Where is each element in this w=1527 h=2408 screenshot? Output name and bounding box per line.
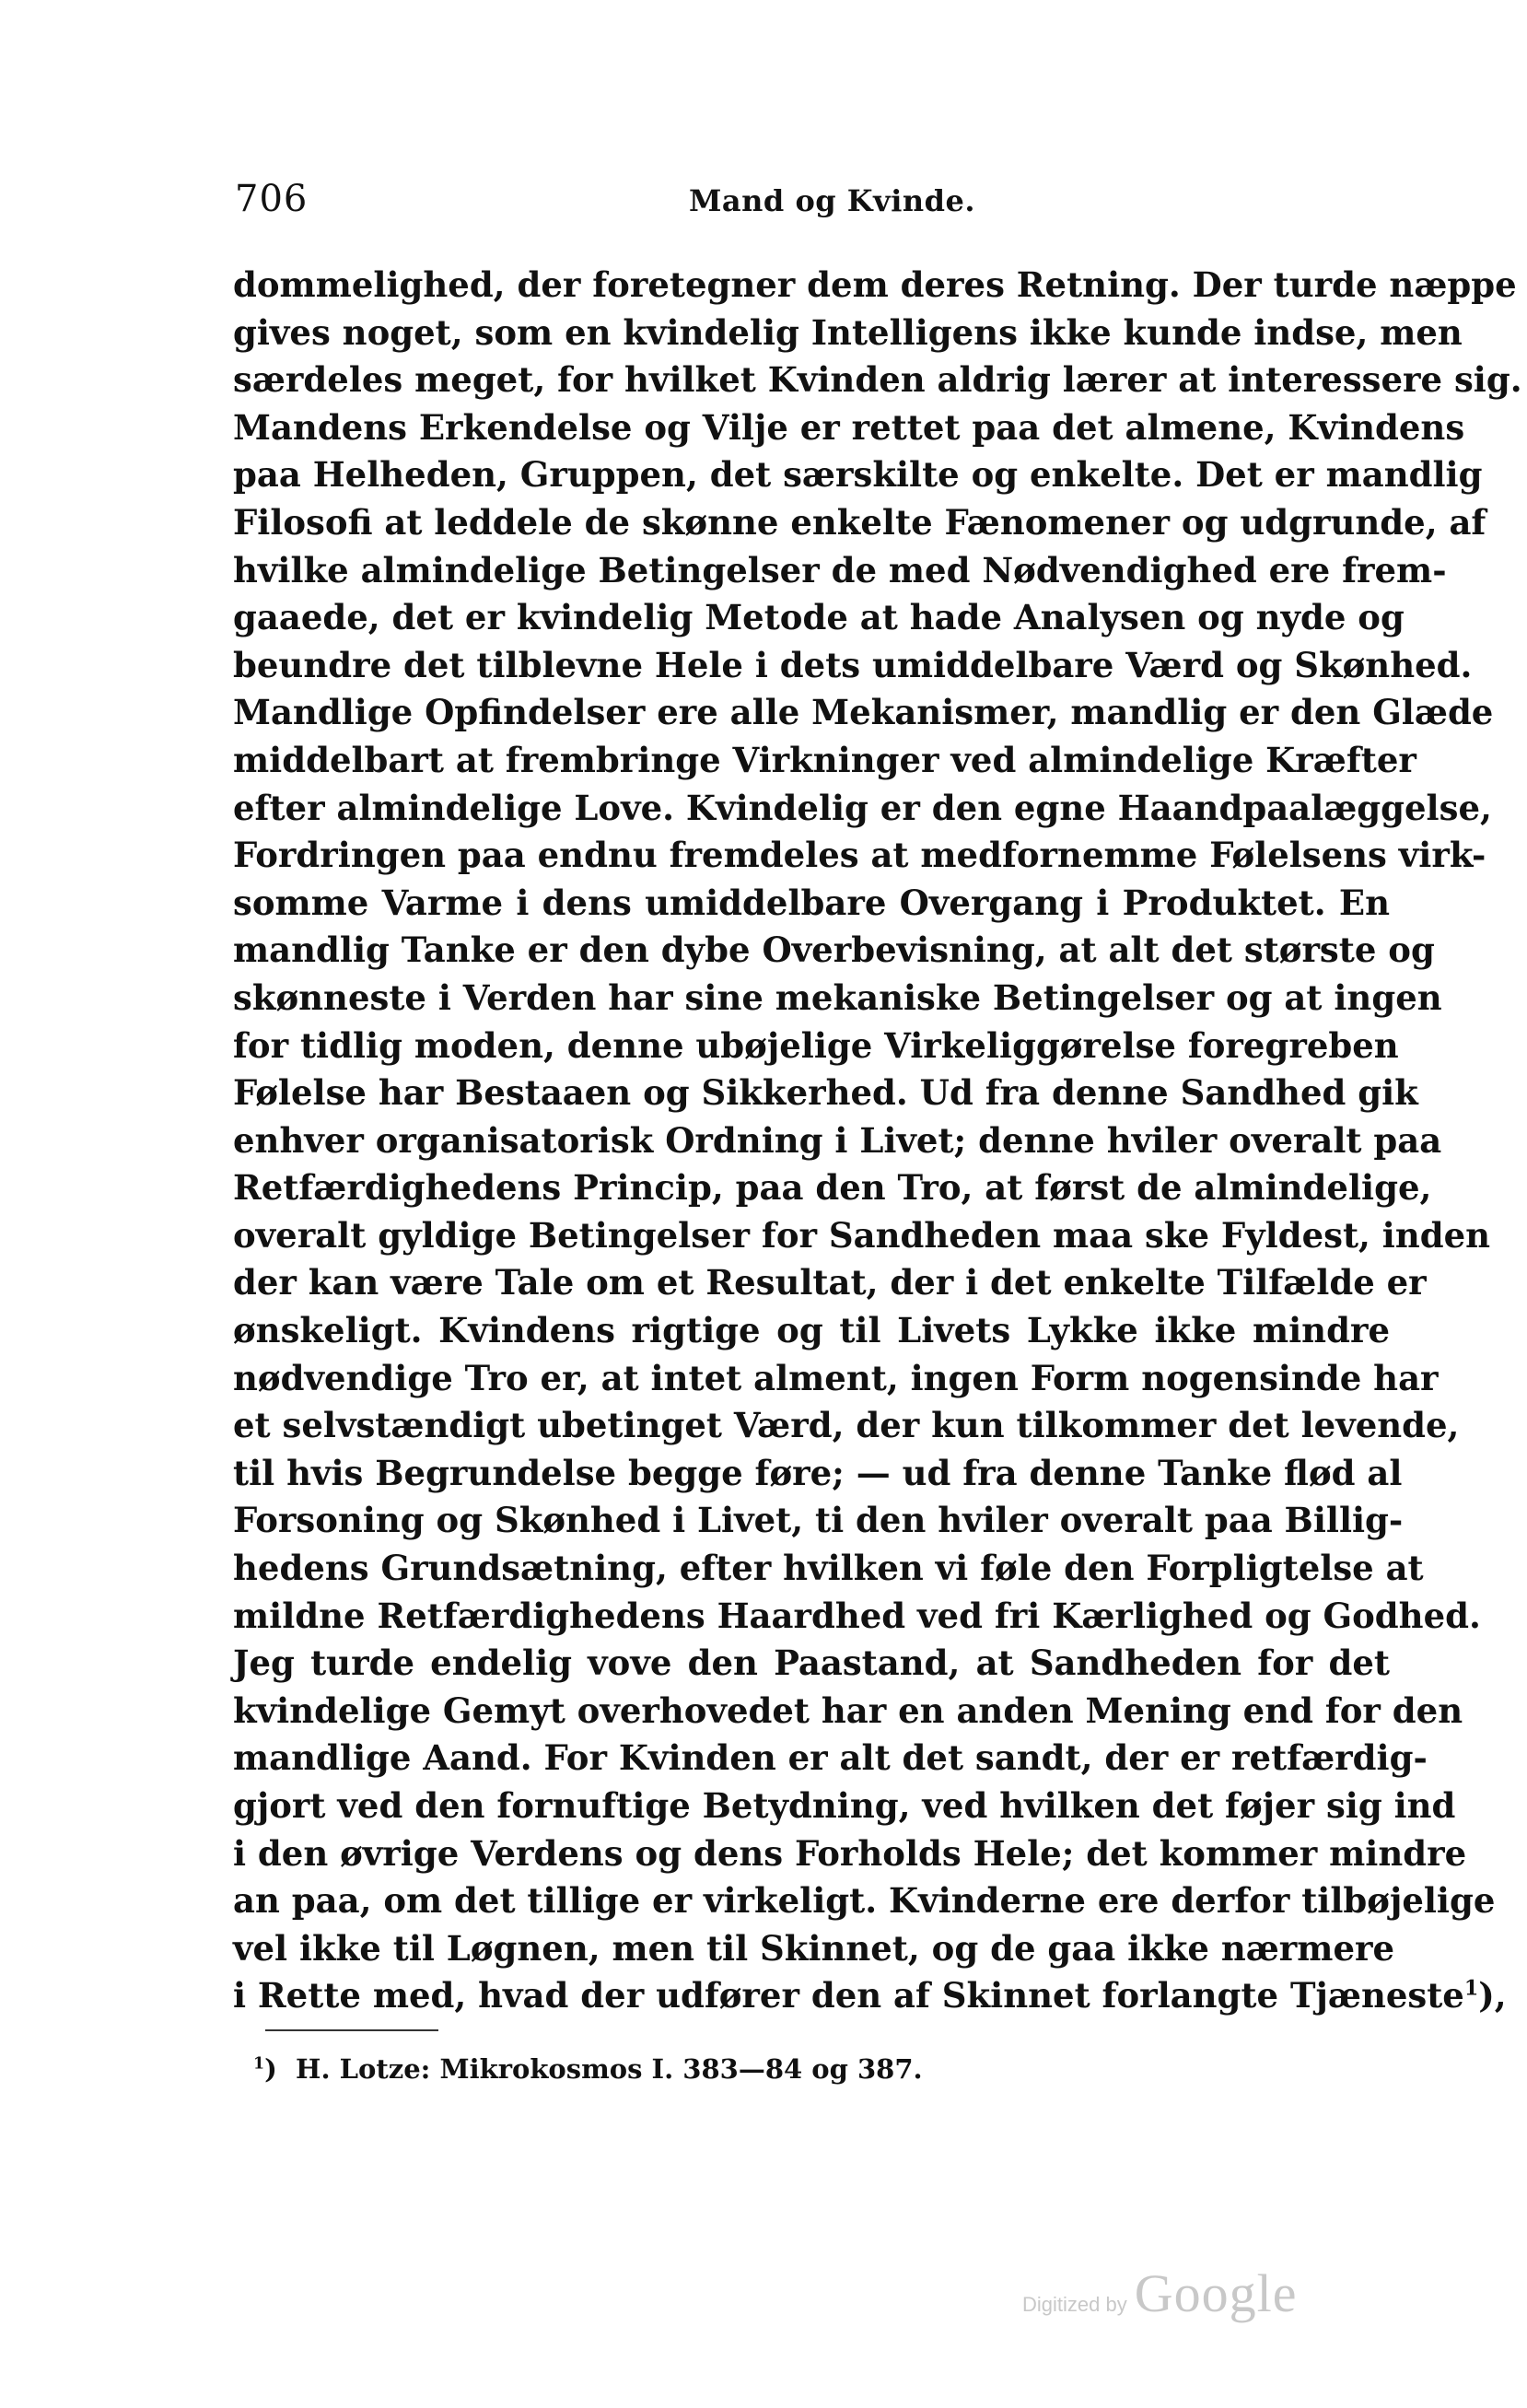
text-line: Mandlige Opfindelser ere alle Mekanismer, mandlig er den Glæde [233, 692, 1494, 733]
text-line: middelbart at frembringe Virkninger ved almindelige Kræfter [233, 739, 1416, 780]
text-line: Følelse har Bestaaen og Sikkerhed. Ud fra denne Sandhed gik [233, 1072, 1418, 1114]
text-line-last [233, 1972, 1507, 2020]
footnote-text: H. Lotze: Mikrokosmos I. 383—84 og 387. [296, 2053, 923, 2085]
text-line: vel ikke til Løgnen, men til Skinnet, og de gaa ikke nærmere [233, 1927, 1395, 1969]
footnote-reference[interactable]: 1 [1463, 1977, 1479, 2002]
text-line: Mandens Erkendelse og Vilje er rettet paa det almene, Kvindens [233, 406, 1465, 448]
text-line: mildne Retfærdighedens Haardhed ved fri Kærlighed og Godhed. [233, 1595, 1481, 1636]
google-logo: Google [1134, 2263, 1298, 2323]
text-line: der kan være Tale om et Resultat, der i det enkelte Tilfælde er [233, 1262, 1427, 1303]
text-line: Jeg turde endelig vove den Paastand, at Sandheden for det [233, 1642, 1390, 1684]
text-line: mandlig Tanke er den dybe Overbevisning, at alt det største og [233, 929, 1435, 971]
text-line: et selvstændigt ubetinget Værd, der kun tilkommer det levende, [233, 1405, 1460, 1446]
text-line: gives noget, som en kvindelig Intelligens ikke kunde indse, men [233, 311, 1463, 353]
text-line: paa Helheden, Gruppen, det særskilte og enkelte. Det er mandlig [233, 454, 1483, 496]
text-line: beundre det tilblevne Hele i dets umiddelbare Værd og Skønhed. [233, 644, 1473, 685]
footnote-divider [265, 2029, 438, 2031]
text-line: enhver organisatorisk Ordning i Livet; denne hviler overalt paa [233, 1119, 1442, 1161]
text-line: overalt gyldige Betingelser for Sandheden maa ske Fyldest, inden [233, 1214, 1491, 1256]
body-text [233, 262, 1522, 2020]
text-line: skønneste i Verden har sine mekaniske Betingelser og at ingen [233, 976, 1442, 1018]
text-line: i den øvrige Verdens og dens Forholds Hele; det kommer mindre [233, 1832, 1467, 1874]
running-title: Mand og Kvinde. [689, 183, 975, 218]
text-line: mandlige Aand. For Kvinden er alt det sandt, der er retfærdig- [233, 1737, 1428, 1779]
text-line: hedens Grundsætning, efter hvilken vi føle den Forpligtelse at [233, 1548, 1424, 1589]
footnote [253, 2051, 923, 2087]
text-line-last-content: i Rette med, hvad der udfører den af Skinnet forlangte Tjæneste [233, 1975, 1464, 2016]
footnote-marker-close: ) [264, 2053, 277, 2085]
text-line: Forsoning og Skønhed i Livet, ti den hviler overalt paa Billig- [233, 1500, 1404, 1541]
text-line: hvilke almindelige Betingelser de med Nødvendighed ere frem- [233, 549, 1447, 590]
text-line: kvindelige Gemyt overhovedet har en anden Mening end for den [233, 1689, 1463, 1731]
watermark-prefix: Digitized by [1022, 2293, 1127, 2316]
text-line: dommelighed, der foretegner dem deres Retning. Der turde næppe [233, 264, 1517, 305]
text-line: særdeles meget, for hvilket Kvinden aldrig lærer at interessere sig. [233, 359, 1522, 401]
text-line: somme Varme i dens umiddelbare Overgang i Produktet. En [233, 882, 1390, 923]
text-line: Fordringen paa endnu fremdeles at medfornemme Følelsens virk- [233, 835, 1486, 876]
text-line: for tidlig moden, denne ubøjelige Virkeliggørelse foregreben [233, 1024, 1399, 1066]
text-line: efter almindelige Love. Kvindelig er den egne Haandpaalæggelse, [233, 787, 1492, 828]
text-line: ønskeligt. Kvindens rigtige og til Livets Lykke ikke mindre [233, 1310, 1390, 1351]
text-line: til hvis Begrundelse begge føre; — ud fra denne Tanke flød al [233, 1452, 1403, 1493]
text-line: Retfærdighedens Princip, paa den Tro, at først de almindelige, [233, 1167, 1432, 1209]
text-line-last-tail: ), [1478, 1975, 1507, 2016]
page-number: 706 [235, 178, 309, 220]
footnote-marker: 1 [253, 2054, 265, 2074]
text-line: gjort ved den fornuftige Betydning, ved hvilken det føjer sig ind [233, 1785, 1456, 1826]
text-line: nødvendige Tro er, at intet alment, ingen Form nogensinde har [233, 1357, 1439, 1398]
text-line: gaaede, det er kvindelig Metode at hade Analysen og nyde og [233, 597, 1405, 638]
digitized-watermark [1022, 2262, 1297, 2324]
text-line: an paa, om det tillige er virkeligt. Kvinderne ere derfor tilbøjelige [233, 1880, 1496, 1922]
text-line: Filosofi at leddele de skønne enkelte Fænomener og udgrunde, af [233, 501, 1486, 543]
